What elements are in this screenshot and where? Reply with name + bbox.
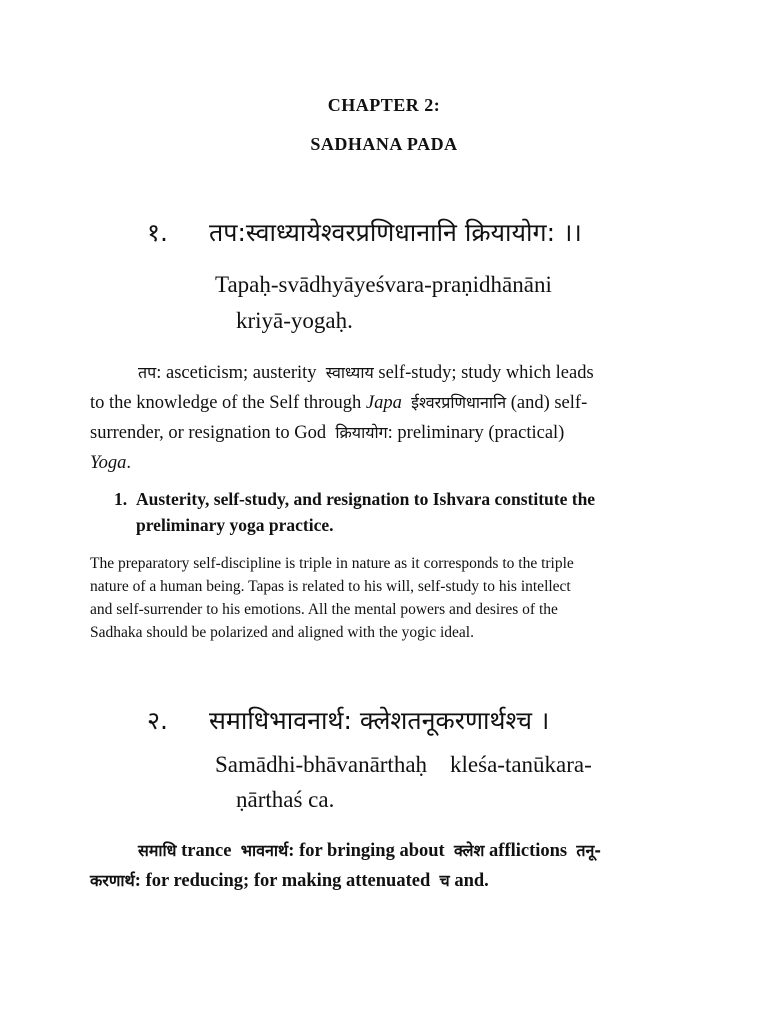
gloss-meaning: : for bringing about (288, 841, 445, 861)
glossary-line (90, 448, 676, 478)
gloss-term: स्वाध्याय (325, 363, 374, 382)
section-title: SADHANA PADA (310, 134, 458, 154)
gloss-term: तप (138, 363, 157, 382)
gloss-term: करणार्थ (90, 871, 135, 890)
gloss-term: ईश्वरप्रणिधानानि (411, 393, 507, 412)
translation-number: 1. (114, 489, 128, 509)
gloss-term: तनू- (576, 841, 602, 860)
transliteration-part: Samādhi-bhāvanārthaḥ (215, 752, 428, 777)
glossary-line (90, 836, 676, 866)
commentary-line: The preparatory self-discipline is triple in nature as it corresponds to the triple (90, 555, 574, 572)
sutra-2-transliteration-line-1 (215, 752, 592, 778)
glossary-line (90, 358, 676, 388)
translation-text: Austerity, self-study, and resignation to Ishvara constitute the (136, 489, 596, 509)
gloss-meaning: (and) self- (510, 393, 588, 413)
glossary-line (90, 866, 676, 896)
sutra-1-number: १. (147, 218, 168, 247)
gloss-term: क्लेश (453, 841, 485, 860)
gloss-meaning: : asceticism; austerity (156, 363, 317, 383)
translation-text: preliminary yoga practice. (136, 515, 334, 535)
sutra-1-transliteration-line-2: kriyā-yogaḥ. (236, 308, 353, 333)
sutra-1-translation (114, 486, 674, 538)
gloss-term: समाधि (138, 841, 177, 860)
transliteration-part: kleśa-tanūkara- (450, 752, 592, 777)
sutra-2-transliteration-line-2: ṇārthaś ca. (236, 787, 335, 812)
gloss-meaning: : preliminary (practical) (387, 423, 565, 443)
commentary-line: and self-surrender to his emotions. All the mental powers and desires of the (90, 601, 558, 618)
gloss-meaning: to the knowledge of the Self through (90, 393, 362, 413)
gloss-meaning: afflictions (489, 841, 568, 861)
commentary-line: Sadhaka should be polarized and aligned with the yogic ideal. (90, 624, 474, 641)
sutra-2-devanagari-text: समाधिभावनार्थ: क्लेशतनूकरणार्थश्च । (209, 706, 550, 735)
translation-line (114, 489, 595, 509)
gloss-meaning-italic: Yoga (90, 453, 127, 473)
sutra-1-devanagari-line (147, 215, 582, 249)
gloss-meaning: trance (181, 841, 232, 861)
gloss-meaning: surrender, or resignation to God (90, 423, 327, 443)
gloss-term: भावनार्थ (240, 841, 289, 860)
sutra-1-transliteration-line-1: Tapaḥ-svādhyāyeśvara-praṇidhānāni (215, 272, 552, 297)
gloss-meaning: : for reducing; for making attenuated (134, 871, 431, 891)
commentary-line: nature of a human being. Tapas is related to his will, self-study to his intellect (90, 578, 571, 595)
sutra-1-devanagari-text: तप:स्वाध्यायेश्वरप्रणिधानानि क्रियायोग: ।। (209, 218, 582, 247)
gloss-meaning: . (126, 453, 131, 473)
sutra-2-devanagari-line (147, 703, 549, 737)
gloss-meaning-italic: Japa (365, 393, 402, 413)
glossary-line (90, 388, 676, 418)
gloss-term: च (439, 871, 450, 890)
gloss-meaning: self-study; study which leads (378, 363, 594, 383)
gloss-term: क्रियायोग (335, 423, 388, 442)
gloss-meaning: and. (454, 871, 489, 891)
sutra-2-number: २. (147, 706, 168, 735)
glossary-line (90, 418, 676, 448)
sutra-1-glossary (90, 358, 676, 478)
chapter-heading: CHAPTER 2: (327, 95, 441, 115)
sutra-1-commentary (90, 552, 670, 644)
sutra-2-glossary (90, 836, 676, 896)
